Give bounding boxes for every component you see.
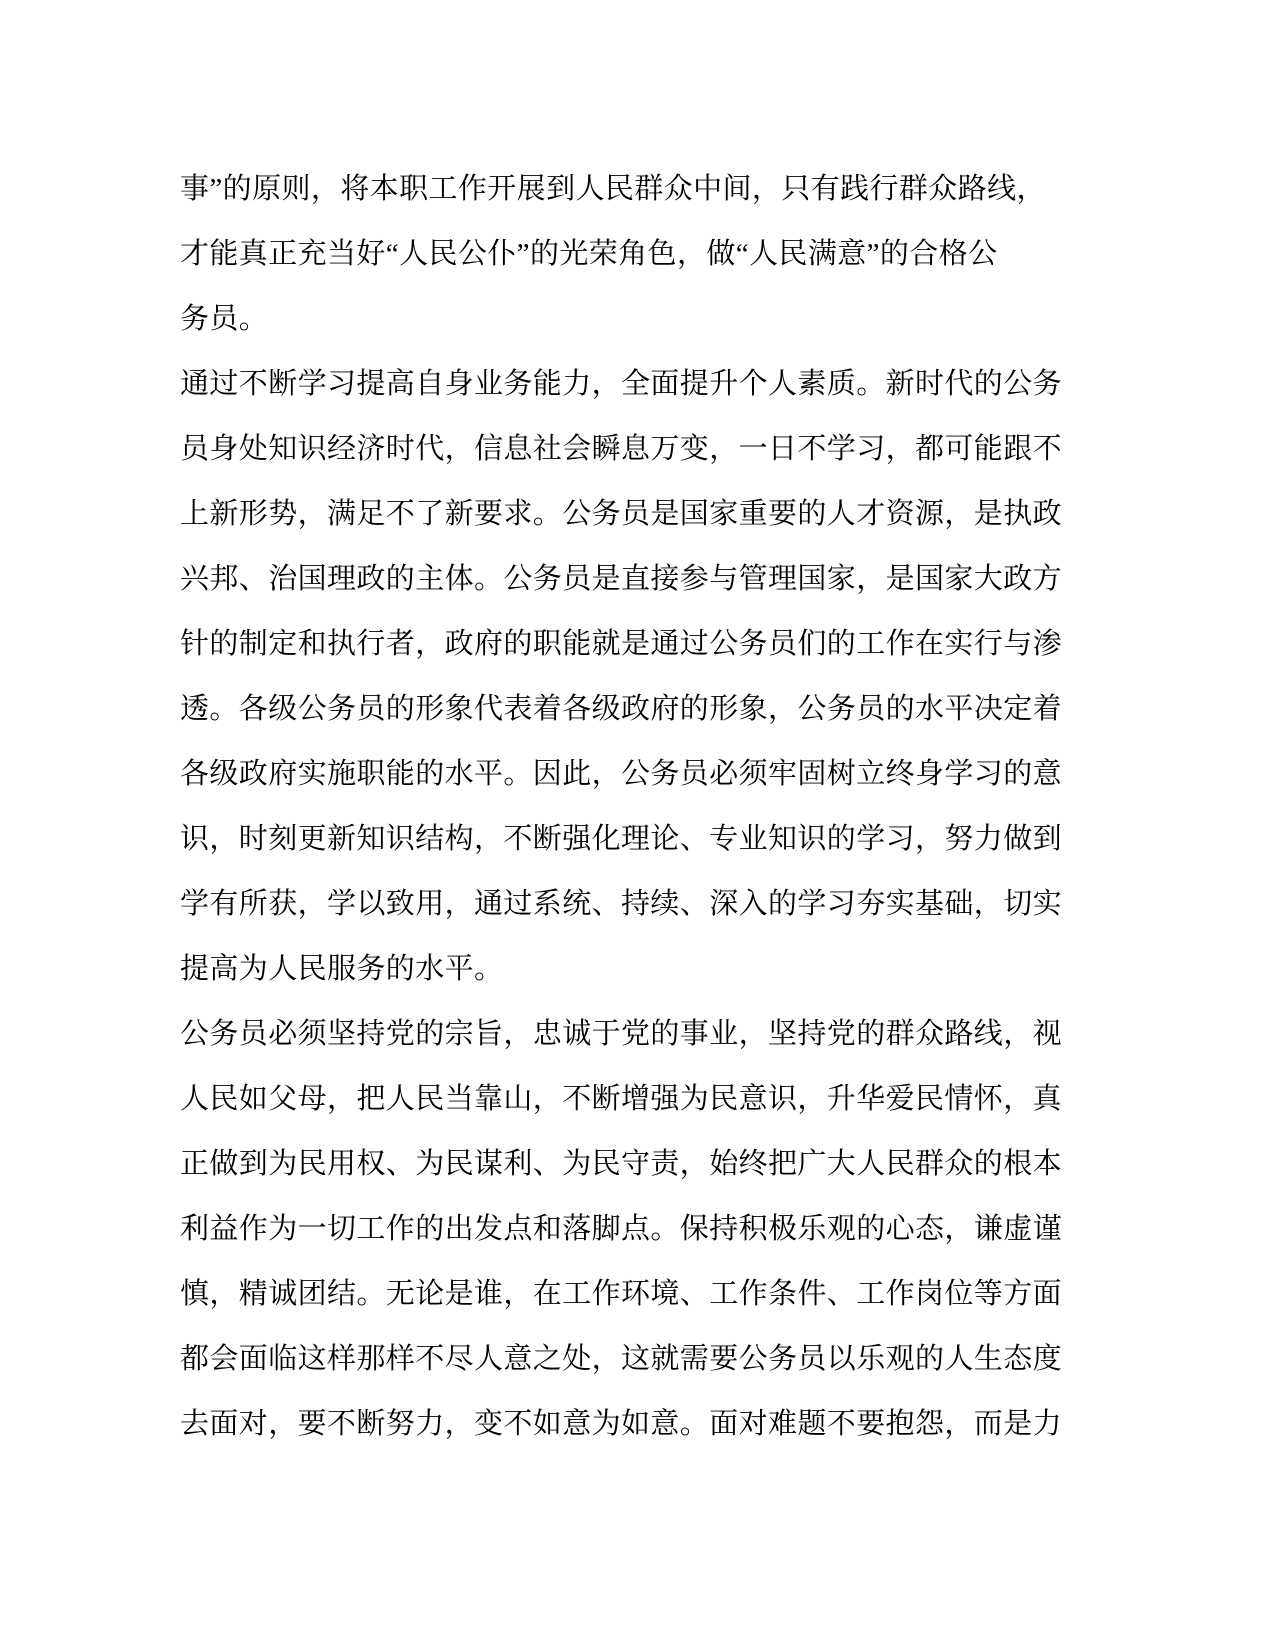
text-line: 人民如父母，把人民当靠山，不断增强为民意识，升华爱民情怀，真: [180, 1083, 1063, 1115]
text-line: 务员。: [180, 303, 269, 335]
text-line: 慎，精诚团结。无论是谁，在工作环境、工作条件、工作岗位等方面: [180, 1278, 1063, 1310]
text-line: 利益作为一切工作的出发点和落脚点。保持积极乐观的心态，谦虚谨: [180, 1213, 1063, 1245]
text-line: 去面对，要不断努力，变不如意为如意。面对难题不要抱怨，而是力: [180, 1408, 1063, 1440]
text-line: 员身处知识经济时代，信息社会瞬息万变，一日不学习，都可能跟不: [180, 433, 1063, 465]
text-block: [180, 157, 1065, 1457]
text-line: 透。各级公务员的形象代表着各级政府的形象，公务员的水平决定着: [180, 693, 1063, 725]
text-line: 事”的原则，将本职工作开展到人民群众中间，只有践行群众路线，: [180, 173, 1046, 205]
text-line: 通过不断学习提高自身业务能力，全面提升个人素质。新时代的公务: [180, 368, 1063, 400]
text-line: 提高为人民服务的水平。: [180, 953, 504, 985]
text-line: 兴邦、治国理政的主体。公务员是直接参与管理国家，是国家大政方: [180, 563, 1063, 595]
text-line: 公务员必须坚持党的宗旨，忠诚于党的事业，坚持党的群众路线，视: [180, 1018, 1063, 1050]
text-line: 学有所获，学以致用，通过系统、持续、深入的学习夯实基础，切实: [180, 888, 1063, 920]
text-line: 识，时刻更新知识结构，不断强化理论、专业知识的学习，努力做到: [180, 823, 1063, 855]
text-line: 上新形势，满足不了新要求。公务员是国家重要的人才资源，是执政: [180, 498, 1063, 530]
text-line: 各级政府实施职能的水平。因此，公务员必须牢固树立终身学习的意: [180, 758, 1063, 790]
text-line: 都会面临这样那样不尽人意之处，这就需要公务员以乐观的人生态度: [180, 1343, 1063, 1375]
text-line: 正做到为民用权、为民谋利、为民守责，始终把广大人民群众的根本: [180, 1148, 1063, 1180]
text-line: 针的制定和执行者，政府的职能就是通过公务员们的工作在实行与渗: [180, 628, 1063, 660]
text-line: 才能真正充当好“人民公仆”的光荣角色，做“人民满意”的合格公: [180, 238, 998, 270]
